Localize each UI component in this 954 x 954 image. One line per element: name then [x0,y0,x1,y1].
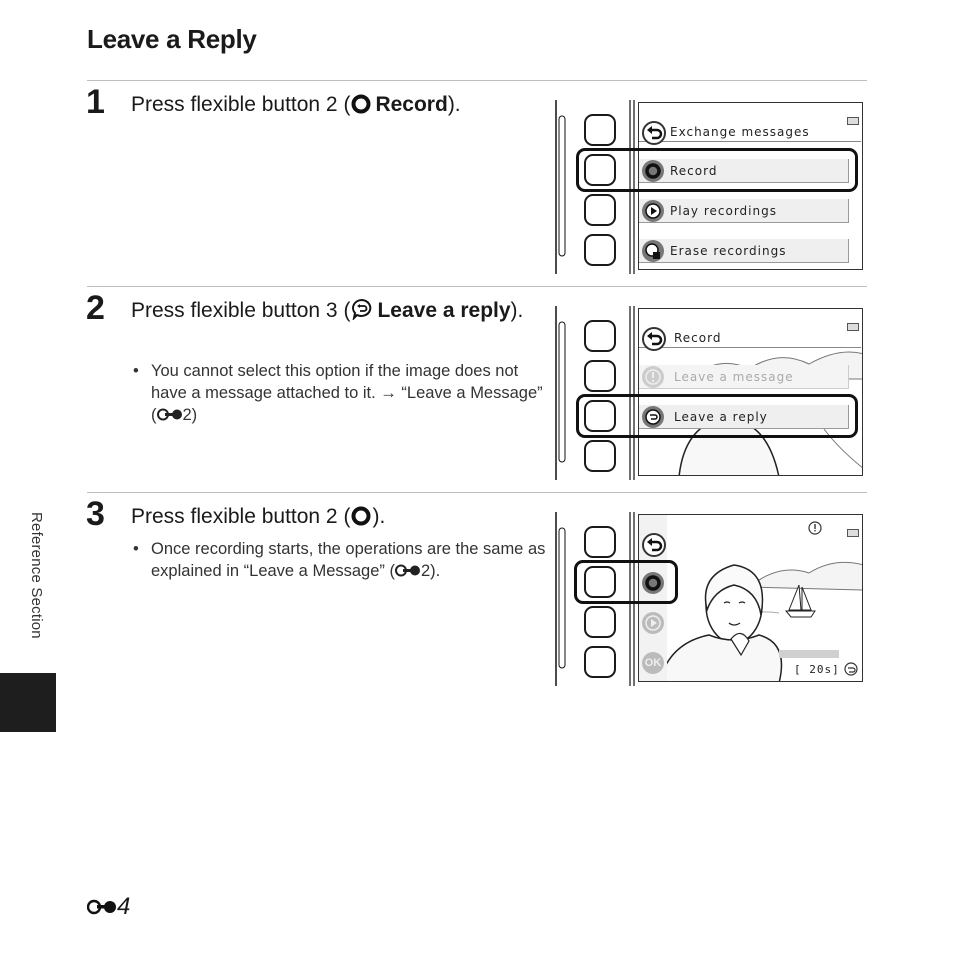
step-1-instruction [131,90,531,119]
highlight-box [576,394,858,438]
flexible-button-1[interactable] [584,114,616,146]
ok-icon: OK [642,652,664,674]
message-icon [642,366,664,388]
record-icon [351,506,371,526]
step-3-note [131,538,546,582]
note-text: You cannot select this option if the image does not have a message attached to it. → “Leave a Message” ( [151,362,543,424]
menu-item-label: Record [674,331,722,345]
flexible-button-4[interactable] [584,440,616,472]
record-icon [351,94,371,114]
step-text: Press flexible button 2 ( [131,93,351,116]
menu-item-label: Play recordings [670,204,777,218]
battery-icon [847,323,859,331]
reference-section-icon [157,408,183,421]
flexible-button-4[interactable] [584,646,616,678]
highlight-box [574,560,678,604]
divider [639,141,861,142]
back-icon [642,327,666,351]
flexible-button-3[interactable] [584,606,616,638]
highlight-box [576,148,858,192]
step-number: 2 [86,289,105,327]
step-2-instruction [131,296,531,325]
page-number [87,893,130,921]
page-title: Leave a Reply [87,24,257,54]
back-icon [642,121,666,145]
step-text: ). [447,93,461,116]
step-2-note [131,360,546,426]
step-text-bold: Record [375,93,448,116]
flexible-button-2[interactable] [584,360,616,392]
battery-icon [847,117,859,125]
side-section-label [28,512,50,662]
reference-section-icon [395,564,421,577]
step-number: 3 [86,495,105,533]
page-number-text: 4 [117,893,131,920]
note-text: Once recording starts, the operations are the same as explained in “Leave a Message” ( [151,540,546,580]
step-3-instruction [131,502,531,531]
divider [639,347,861,348]
erase-recording-icon [642,240,664,262]
menu-item-label: Leave a reply [674,410,768,424]
menu-item-label: Erase recordings [670,244,787,258]
battery-icon [847,529,859,537]
camera-panel-2 [548,302,868,482]
reply-icon [351,298,373,320]
menu-item-label: Exchange messages [670,125,810,139]
step-number: 1 [86,83,105,121]
side-label-text: Reference Section [28,512,45,639]
step-text: ). [510,299,524,322]
note-ref: 2) [182,406,198,424]
camera-panel-3 [548,508,868,688]
step-text: Press flexible button 3 ( [131,299,351,322]
menu-item-label: Record [670,164,718,178]
recording-timer: [ 20s] [794,663,840,676]
section-tab [0,673,56,732]
flexible-button-4[interactable] [584,234,616,266]
reference-section-icon [87,897,117,915]
step-text-bold: Leave a reply [377,299,511,322]
photo-background [639,309,863,476]
camera-panel-1 [548,96,868,276]
flexible-button-3[interactable] [584,194,616,226]
play-icon [642,612,664,634]
step-text: ). [372,505,386,528]
step-text: Press flexible button 2 ( [131,505,351,528]
flexible-button-1[interactable] [584,320,616,352]
divider [87,492,867,493]
note-ref: 2). [420,562,441,580]
back-icon [642,533,666,557]
camera-screen [638,308,863,476]
flexible-button-1[interactable] [584,526,616,558]
divider [87,286,867,287]
reply-status-icon [843,661,859,677]
play-recording-icon [642,200,664,222]
message-attached-icon [807,520,823,536]
menu-item-label: Leave a message [674,370,794,384]
divider [87,80,867,81]
